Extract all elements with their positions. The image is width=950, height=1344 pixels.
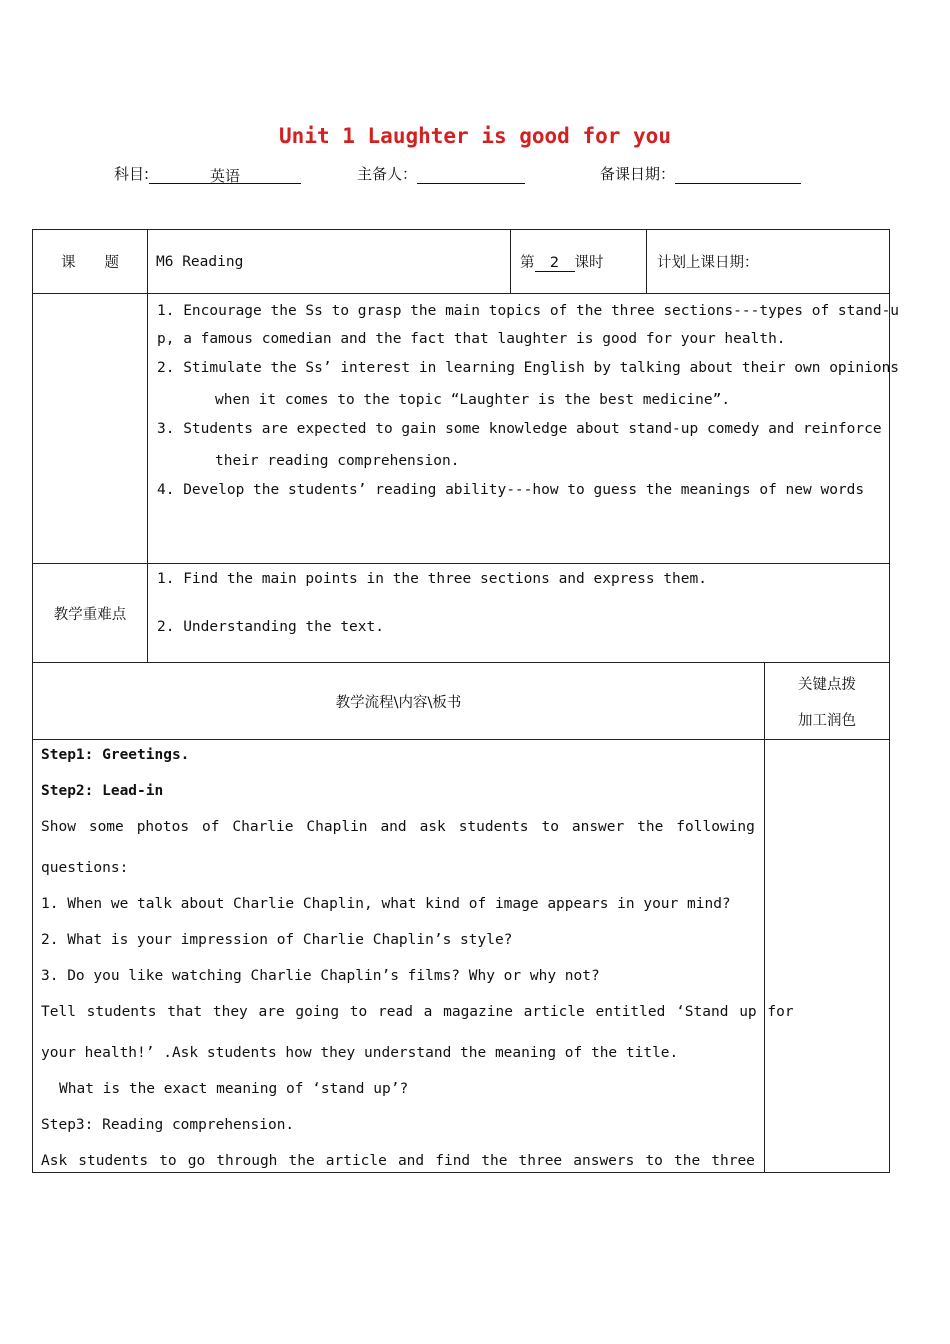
prep-date-field <box>600 163 801 184</box>
word: of <box>202 819 220 835</box>
tell-line-2: your health!’ .Ask students how they understand the meaning of the title. <box>41 1045 679 1061</box>
process-side-line-1: 关键点拨 <box>798 677 856 693</box>
objectives-row <box>33 294 890 564</box>
word: students <box>458 819 529 835</box>
subject-field <box>114 163 301 184</box>
meaning-question: What is the exact meaning of ‘stand up’? <box>59 1081 409 1097</box>
process-content-cell <box>33 740 794 1173</box>
step3-heading: Step3: Reading comprehension. <box>41 1117 295 1133</box>
word: article <box>325 1153 387 1169</box>
objective-1-line-2: p, a famous comedian and the fact that laughter is good for your health. <box>157 331 786 347</box>
period-prefix: 第 <box>520 255 535 271</box>
word: to <box>159 1153 177 1169</box>
step1-heading: Step1: Greetings. <box>41 747 190 763</box>
question-3: 3. Do you like watching Charlie Chaplin’s films? Why or why not? <box>41 968 600 984</box>
process-side-header <box>765 663 890 740</box>
tell-line-1: Tell students that they are going to read a magazine article entitled ‘Stand up for <box>41 1004 794 1020</box>
prep-date-label: 备课日期： <box>600 165 676 183</box>
question-1: 1. When we talk about Charlie Chaplin, what kind of image appears in your mind? <box>41 896 731 912</box>
objective-3-line-1: 3. Students are expected to gain some knowledge about stand-up comedy and reinforce <box>157 421 882 437</box>
word: find <box>435 1153 471 1169</box>
word: three <box>711 1153 755 1169</box>
topic-label: 课 题 <box>33 230 148 294</box>
word: Chaplin <box>306 819 368 835</box>
word: to <box>645 1153 663 1169</box>
ask-line <box>41 1150 755 1172</box>
process-body-row <box>33 740 890 1173</box>
word: Show <box>41 819 76 835</box>
word: students <box>78 1153 149 1169</box>
word: through <box>216 1153 278 1169</box>
key-points-row <box>33 564 890 663</box>
period-number: 2 <box>535 255 575 272</box>
word: answer <box>571 819 625 835</box>
word: ask <box>419 819 446 835</box>
process-header-title: 教学流程\内容\板书 <box>33 663 765 740</box>
word: the <box>637 819 664 835</box>
key-point-1: 1. Find the main points in the three sections and express them. <box>157 571 707 587</box>
process-side-cell <box>765 740 890 1173</box>
word: answers <box>573 1153 635 1169</box>
process-side-line-2: 加工润色 <box>798 713 856 729</box>
objective-2-line-1: 2. Stimulate the Ss’ interest in learning English by talking about their own opinions <box>157 360 900 376</box>
key-points-label: 教学重难点 <box>33 564 148 663</box>
word: to <box>541 819 559 835</box>
word: some <box>88 819 124 835</box>
key-point-2: 2. Understanding the text. <box>157 619 384 635</box>
word: the <box>481 1153 508 1169</box>
plan-date-label: 计划上课日期： <box>647 230 890 294</box>
objectives-cell <box>148 294 900 564</box>
period-suffix: 课时 <box>574 255 604 271</box>
prep-date-value <box>675 165 801 184</box>
preparer-label: 主备人： <box>357 165 418 183</box>
word: following <box>676 819 755 835</box>
word: three <box>518 1153 563 1169</box>
process-header-row <box>33 663 890 740</box>
word: go <box>187 1153 206 1169</box>
word: and <box>397 1153 425 1169</box>
word: Ask <box>41 1153 68 1169</box>
question-2: 2. What is your impression of Charlie Chaplin’s style? <box>41 932 513 948</box>
lead-in-line-2: questions: <box>41 860 129 876</box>
topic-row <box>33 230 890 294</box>
word: the <box>288 1153 315 1169</box>
preparer-value <box>417 165 525 184</box>
lesson-plan-table <box>32 229 900 1173</box>
document-title: Unit 1 Laughter is good for you <box>279 124 671 148</box>
step2-heading: Step2: Lead-in <box>41 783 164 799</box>
word: the <box>673 1153 701 1169</box>
word: Charlie <box>232 819 294 835</box>
key-points-cell <box>148 564 890 663</box>
objective-4-line-1: 4. Develop the students’ reading ability---how to guess the meanings of new words <box>157 482 865 498</box>
preparer-field <box>357 163 525 184</box>
subject-label: 科目: <box>114 165 150 183</box>
objective-2-line-2: when it comes to the topic “Laughter is the best medicine”. <box>215 392 731 408</box>
lead-in-line-1 <box>41 816 755 838</box>
objective-1-line-1: 1. Encourage the Ss to grasp the main topics of the three sections---types of stand-u <box>157 303 900 319</box>
subject-value: 英语 <box>149 165 301 184</box>
objective-3-line-2: their reading comprehension. <box>215 453 460 469</box>
period-cell <box>511 230 647 294</box>
word: photos <box>136 819 190 835</box>
word: and <box>380 819 407 835</box>
objectives-label <box>33 294 148 564</box>
topic-value: M6 Reading <box>148 230 511 294</box>
